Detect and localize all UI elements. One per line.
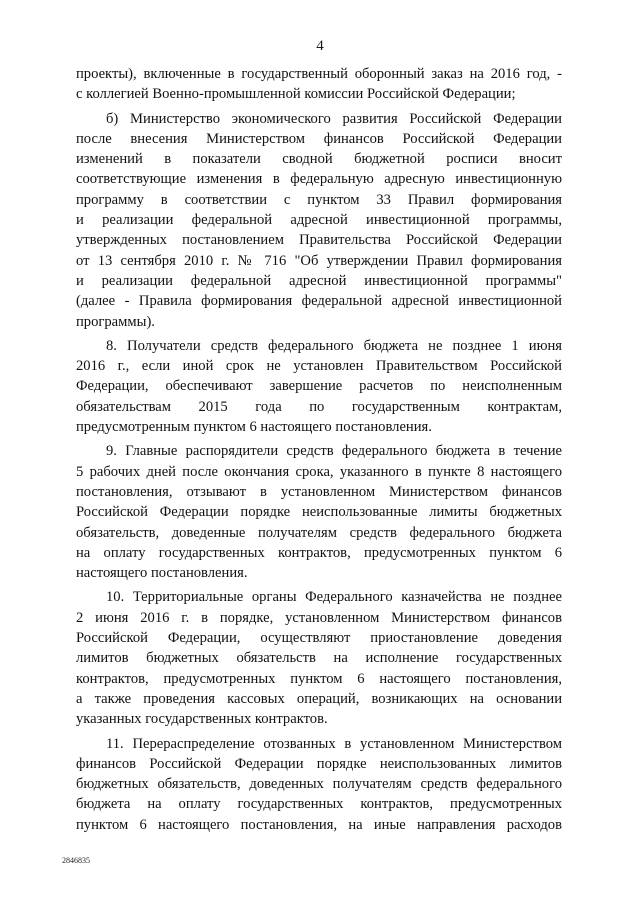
text-line: на оплату государственных контрактов, предусмотренных пунктом 6 — [76, 544, 562, 561]
text-line: постановления, отзывают в установленном Министерством финансов — [76, 483, 562, 500]
text-line: программы). — [76, 313, 155, 330]
text-line: 9. Главные распорядители средств федерального бюджета в течение — [106, 443, 562, 460]
text-line: обязательствам 2015 года по государственным контрактам, — [76, 398, 562, 415]
text-line: настоящего постановления. — [76, 565, 248, 582]
text-line: Российской Федерации, осуществляют приостановление доведения — [76, 630, 562, 647]
text-line: финансов Российской Федерации порядке неиспользованных лимитов — [76, 755, 562, 772]
text-line: Федерации, обеспечивают завершение расчетов по неисполненным — [76, 378, 562, 395]
text-line: утвержденных постановлением Правительства Российской Федерации — [76, 232, 562, 249]
text-line: Российской Федерации порядке неиспользованные лимиты бюджетных — [76, 504, 562, 521]
text-line: 5 рабочих дней после окончания срока, указанного в пункте 8 настоящего — [76, 463, 562, 480]
document-body — [76, 64, 562, 835]
text-line: бюджетных обязательств, доведенных получателям средств федерального — [76, 776, 562, 793]
text-line: указанных государственных контрактов. — [76, 711, 328, 728]
page-number: 4 — [316, 38, 324, 54]
text-line: проекты), включенные в государственный оборонный заказ на 2016 год, - — [76, 66, 562, 82]
paragraph — [76, 64, 562, 105]
paragraph — [76, 336, 562, 437]
text-line: 11. Перераспределение отозванных в установленном Министерством — [106, 735, 562, 752]
text-line: изменений в показатели сводной бюджетной росписи вносит — [76, 151, 562, 168]
text-line: (далее - Правила формирования федеральной адресной инвестиционной — [76, 293, 562, 310]
text-line: а также проведения кассовых операций, возникающих на основании — [76, 690, 562, 707]
text-line: от 13 сентября 2010 г. № 716 "Об утверждении Правил формирования — [76, 252, 562, 269]
text-line: 8. Получатели средств федерального бюджета не позднее 1 июня — [106, 337, 562, 354]
text-line: контрактов, предусмотренных пунктом 6 настоящего постановления, — [76, 670, 562, 687]
text-line: пунктом 6 настоящего постановления, на иные направления расходов — [76, 816, 562, 833]
text-line: 2 июня 2016 г. в порядке, установленном Министерством финансов — [76, 609, 562, 626]
text-line: и реализации федеральной адресной инвестиционной программы" — [76, 272, 562, 289]
text-line: бюджета на оплату государственных контрактов, предусмотренных — [76, 796, 562, 813]
text-line: обязательств, доведенные получателям средств федерального бюджета — [76, 524, 562, 541]
paragraph — [76, 734, 562, 835]
paragraph — [76, 587, 562, 729]
text-line: предусмотренным пунктом 6 настоящего постановления. — [76, 419, 432, 436]
text-line: после внесения Министерством финансов Российской Федерации — [76, 130, 562, 147]
document-code: 2846835 — [62, 856, 90, 865]
text-line: 2016 г., если иной срок не установлен Правительством Российской — [76, 358, 562, 375]
paragraph — [76, 109, 562, 332]
text-line: и реализации федеральной адресной инвестиционной программы, — [76, 212, 562, 229]
text-line: с коллегией Военно-промышленной комиссии Российской Федерации; — [76, 86, 516, 103]
text-line: программу в соответствии с пунктом 33 Правил формирования — [76, 191, 562, 208]
text-line: 10. Территориальные органы Федерального казначейства не позднее — [106, 589, 562, 606]
paragraph — [76, 441, 562, 583]
text-line: соответствующие изменения в федеральную адресную инвестиционную — [76, 171, 562, 188]
text-line: лимитов бюджетных обязательств на исполнение государственных — [76, 650, 562, 667]
text-line: б) Министерство экономического развития Российской Федерации — [106, 110, 562, 127]
